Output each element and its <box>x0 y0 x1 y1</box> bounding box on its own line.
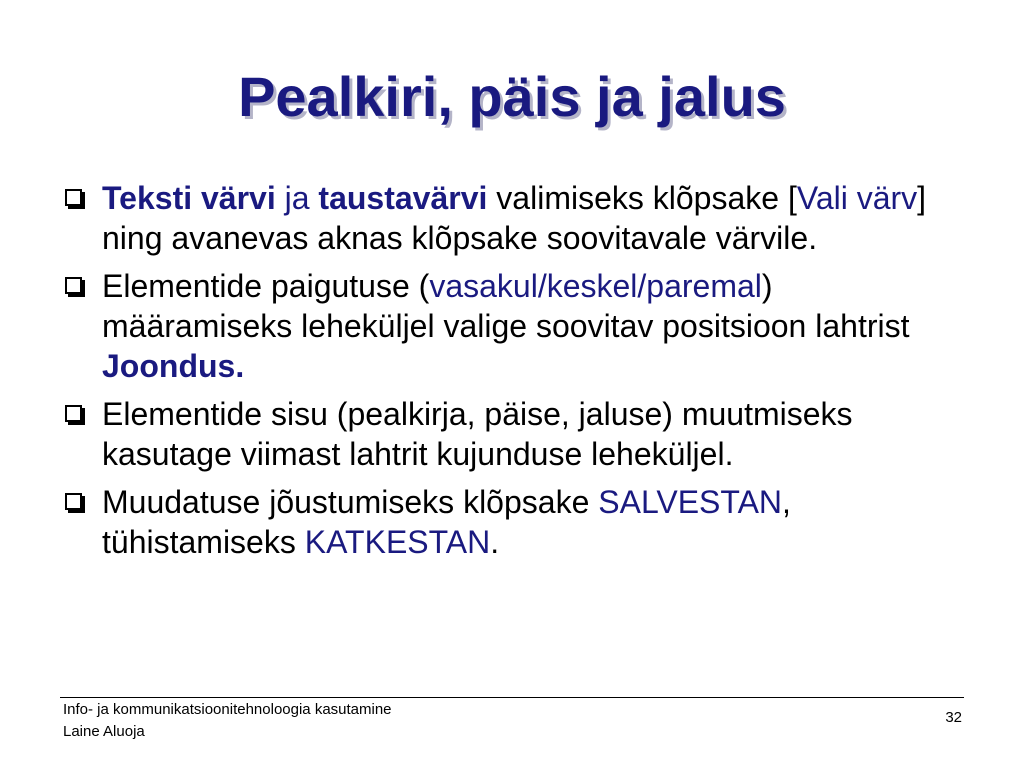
bullet-text-segment: Muudatuse jõustumiseks klõpsake <box>102 484 599 520</box>
bullet-item <box>60 178 960 258</box>
footer-divider <box>60 697 964 698</box>
bullet-item <box>60 394 960 474</box>
bullet-text <box>102 484 791 560</box>
bullet-text-segment: Elementide sisu (pealkirja, päise, jaluse) muutmiseks kasutage viimast lahtrit kujunduse leheküljel. <box>102 396 853 472</box>
bullet-text-segment: valimiseks klõpsake [ <box>487 180 797 216</box>
bullet-text-segment: . <box>490 524 500 560</box>
bullet-text-segment: Joondus. <box>102 348 245 384</box>
bullet-list <box>60 178 960 570</box>
bullet-item <box>60 482 960 562</box>
bullet-text-segment: KATKESTAN <box>304 524 491 560</box>
bullet-text <box>102 180 926 256</box>
footer-course-title: Info- ja kommunikatsioonitehnoloogia kasutamine <box>63 701 392 718</box>
bullet-text-segment: Vali värv <box>796 180 918 216</box>
hollow-square-bullet-icon <box>65 277 82 294</box>
bullet-text-segment: ] ning avanevas aknas klõpsake soovitavale värvile. <box>102 180 927 256</box>
bullet-text-segment: ) määramiseks leheküljel valige soovitav positsioon lahtrist <box>102 268 910 344</box>
hollow-square-bullet-icon <box>65 493 82 510</box>
bullet-item <box>60 266 960 386</box>
page-number: 32 <box>945 709 962 726</box>
bullet-text-segment: Teksti värvi <box>102 180 276 216</box>
hollow-square-bullet-icon <box>65 189 82 206</box>
footer-author: Laine Aluoja <box>63 723 145 740</box>
hollow-square-bullet-icon <box>65 405 82 422</box>
bullet-text-segment: ja <box>284 180 310 216</box>
bullet-text-segment: vasakul/keskel/paremal <box>429 268 762 304</box>
bullet-text-segment: SALVESTAN <box>598 484 783 520</box>
slide-title: Pealkiri, päis ja jalus <box>238 65 786 128</box>
bullet-text-segment: taustavärvi <box>318 180 488 216</box>
bullet-text-segment <box>276 180 285 216</box>
bullet-text <box>102 268 909 384</box>
bullet-text <box>102 396 853 472</box>
bullet-text-segment: Elementide paigutuse ( <box>102 268 430 304</box>
bullet-text-segment: , tühistamiseks <box>102 484 791 560</box>
